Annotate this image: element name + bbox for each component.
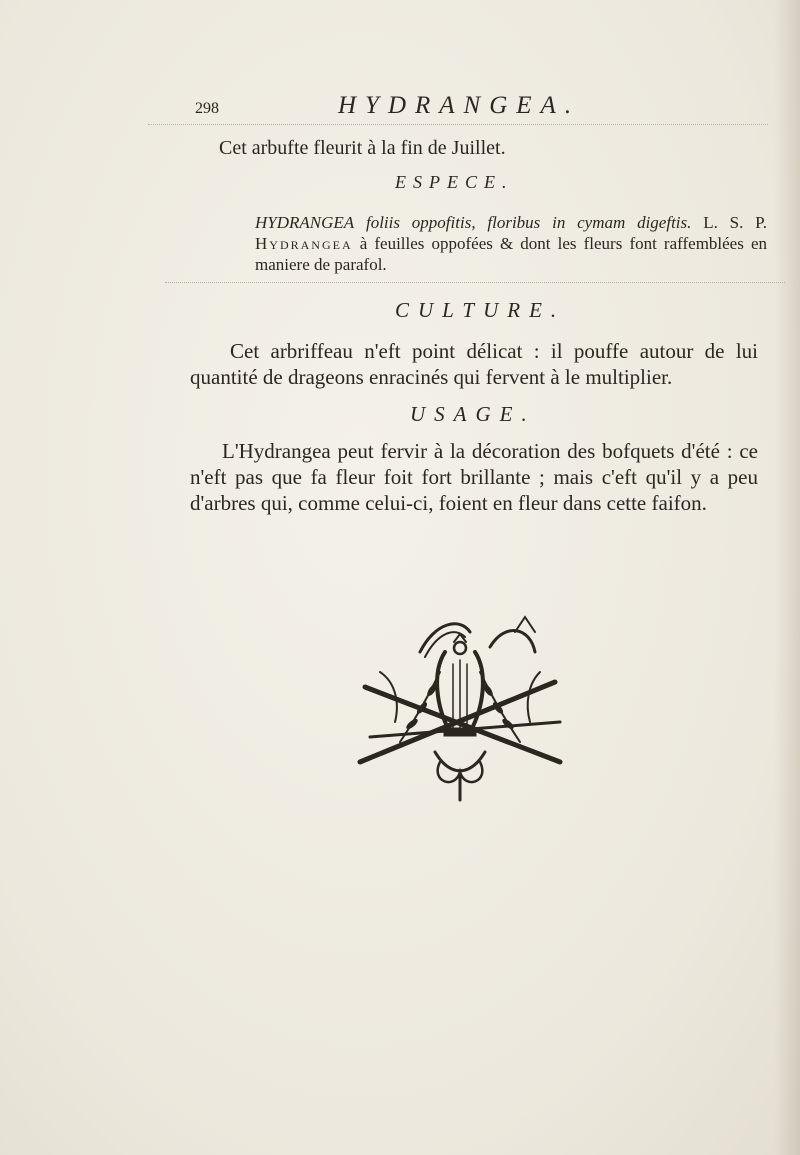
heading-usage: USAGE. — [410, 402, 536, 426]
lyre-trophy-vignette-icon — [340, 612, 580, 802]
heading-culture: CULTURE. — [395, 298, 566, 322]
running-head — [195, 92, 755, 122]
flowering-paragraph: Cet arbufte fleurit à la fin de Juillet. — [219, 137, 506, 159]
page-number: 298 — [195, 100, 219, 117]
header-rule — [148, 124, 768, 125]
section-rule — [165, 282, 785, 283]
species-french-description: à feuilles oppofées & dont les fleurs font raffemblées en maniere de parafol. — [255, 234, 767, 274]
running-title: HYDRANGEA. — [338, 92, 581, 119]
page-edge-shadow — [774, 0, 800, 1155]
species-latin-name: HYDRANGEA — [255, 213, 355, 232]
species-latin-description: foliis oppofitis, floribus in cymam digeftis. — [365, 213, 692, 232]
heading-espece: ESPECE. — [395, 172, 514, 192]
species-genus-caps: Hydrangea — [255, 234, 353, 253]
culture-paragraph: Cet arbriffeau n'eft point délicat : il pouffe autour de lui quantité de drageons enracinés qui fervent à le multiplier. — [190, 339, 758, 389]
species-authority: L. S. P. — [703, 213, 767, 232]
species-paragraph — [255, 212, 767, 275]
usage-paragraph: L'Hydrangea peut fervir à la décoration des bofquets d'été : ce n'eft pas que fa fleur foit fort brillante ; mais c'eft qu'il y a peu d'arbres qui, comme celui-ci, foient en fleur dans cette faifon. — [190, 439, 758, 515]
